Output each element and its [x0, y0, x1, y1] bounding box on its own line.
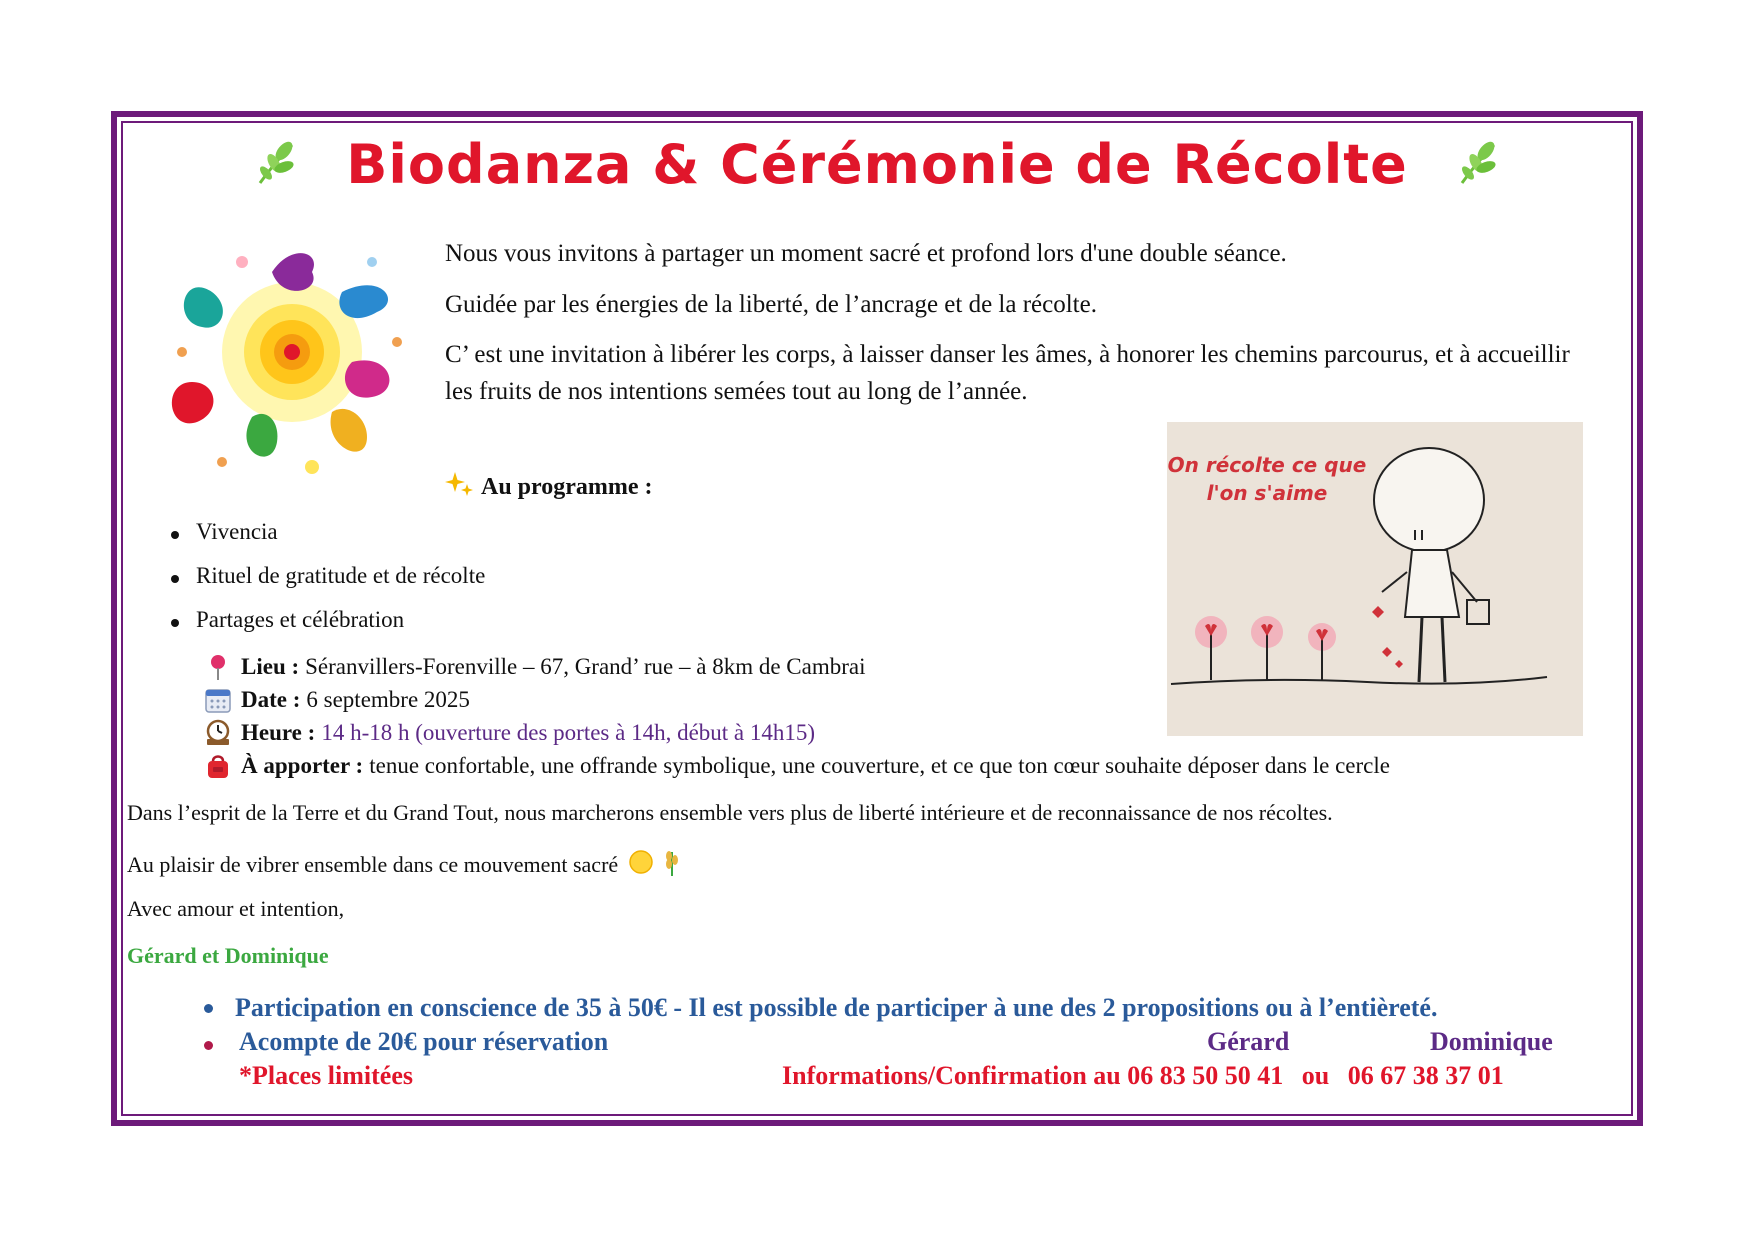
program-heading: Au programme : [481, 474, 653, 500]
list-item: Rituel de gratitude et de récolte [171, 563, 871, 607]
date-value: 6 septembre 2025 [306, 686, 470, 712]
bag-icon [204, 752, 232, 780]
sparkles-icon [445, 470, 473, 505]
contact-name-gerard: Gérard [1207, 1027, 1290, 1056]
calendar-icon [204, 686, 232, 714]
event-details [204, 650, 1390, 782]
apporter-label: À apporter : [241, 752, 364, 778]
or-text: ou [1301, 1061, 1330, 1090]
places-limitees: *Places limitées [239, 1061, 413, 1090]
page-title-row [0, 133, 1754, 200]
list-item: Vivencia [171, 519, 871, 563]
sun-icon [628, 849, 654, 881]
phone-gerard[interactable]: 06 83 50 50 41 [1127, 1061, 1284, 1090]
page-title: Biodanza & Cérémonie de Récolte [346, 133, 1408, 196]
contact-line [782, 1061, 1504, 1091]
image-caption-line-2: l'on s'aime [1206, 481, 1328, 505]
lieu-row [204, 650, 1390, 683]
acompte-row [204, 1027, 1604, 1061]
leaf-icon [254, 137, 298, 200]
image-caption-line-1: On récolte ce que [1167, 453, 1367, 477]
closing-line-1: Dans l’esprit de la Terre et du Grand Tout, nous marcherons ensemble vers plus de liberté intérieure et de reconnaissance de nos récoltes. [127, 800, 1333, 825]
apporter-value: tenue confortable, une offrande symbolique, une couverture, et ce que ton cœur souhaite déposer dans le cercle [369, 752, 1390, 778]
closing-line-3: Avec amour et intention, [127, 896, 345, 921]
heure-value: 14 h-18 h (ouverture des portes à 14h, début à 14h15) [321, 719, 816, 745]
program-list [171, 519, 871, 651]
intro-paragraph-1: Nous vous invitons à partager un moment sacré et profond lors d'une double séance. [445, 240, 1287, 267]
clock-icon [204, 719, 232, 747]
program-heading-row [445, 470, 653, 505]
intro-paragraph-3: C’ est une invitation à libérer les corps, à laisser danser les âmes, à honorer les chemins parcourus, et à accueillir les fruits de nos intentions semées tout au long de l’année. [445, 341, 1570, 405]
bullet-dot [204, 1041, 213, 1050]
heure-row [204, 716, 1390, 749]
leaf-icon [1456, 137, 1500, 200]
contact-name-dominique: Dominique [1430, 1027, 1553, 1056]
acompte-text: Acompte de 20€ pour réservation [239, 1027, 609, 1056]
intro-paragraph-2: Guidée par les énergies de la liberté, de l’ancrage et de la récolte. [445, 291, 1097, 318]
closing-line-2-row [127, 848, 682, 882]
list-item: Partages et célébration [171, 607, 871, 651]
dancers-sun-illustration [152, 232, 422, 490]
lieu-label: Lieu : [241, 653, 300, 679]
participation-text: Participation en conscience de 35 à 50€ - Il est possible de participer à une des 2 propositions ou à l’entièreté. [235, 993, 1438, 1022]
closing-line-2: Au plaisir de vibrer ensemble dans ce mouvement sacré [127, 852, 619, 877]
pin-icon [204, 653, 232, 681]
signature: Gérard et Dominique [127, 943, 329, 968]
heure-label: Heure : [241, 719, 316, 745]
wheat-icon [662, 848, 682, 882]
date-row [204, 683, 1390, 716]
apporter-row [204, 749, 1390, 782]
date-label: Date : [241, 686, 301, 712]
phone-dominique[interactable]: 06 67 38 37 01 [1347, 1061, 1504, 1090]
lieu-value: Séranvillers-Forenville – 67, Grand’ rue – à 8km de Cambrai [305, 653, 866, 679]
participation-row [204, 993, 1437, 1023]
contact-label: Informations/Confirmation au [782, 1061, 1121, 1090]
bullet-dot [204, 1004, 213, 1013]
